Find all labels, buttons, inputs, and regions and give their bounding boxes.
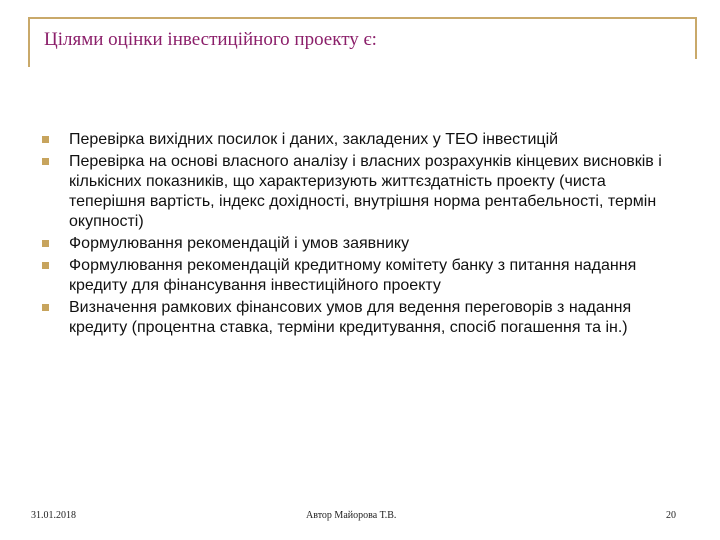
bullet-item-2: [42, 152, 682, 232]
bullet-text: Формулювання рекомендацій кредитному комітету банку з питання надання кредиту для фінансування інвестиційного проекту: [69, 257, 637, 294]
bullet-text: Перевірка на основі власного аналізу і власних розрахунків кінцевих висновків і кількісних показників, що характеризують життєздатність проекту (чиста теперішня вартість, індекс дохідності, внутрішня норма рентабельності, термін окупності): [69, 153, 662, 230]
slide-title: Цілями оцінки інвестиційного проекту є:: [44, 29, 377, 50]
bullet-text: Визначення рамкових фінансових умов для ведення переговорів з надання кредиту (процентна ставка, терміни кредитування, спосіб погашення та ін.): [69, 299, 632, 336]
title-frame-right-line: [695, 17, 697, 59]
bullet-text: Формулювання рекомендацій і умов заявнику: [69, 235, 410, 252]
bullet-item-1: [42, 130, 682, 150]
bullet-text: Перевірка вихідних посилок і даних, закладених у ТЕО інвестицій: [69, 131, 559, 148]
bullet-item-4: [42, 256, 682, 296]
bullet-list: [42, 130, 682, 340]
footer-page-number: 20: [666, 510, 676, 521]
square-bullet-icon: [42, 158, 49, 165]
square-bullet-icon: [42, 136, 49, 143]
square-bullet-icon: [42, 262, 49, 269]
title-frame-top-line: [28, 17, 697, 19]
bullet-item-3: [42, 234, 682, 254]
footer-date: 31.01.2018: [31, 510, 76, 521]
square-bullet-icon: [42, 240, 49, 247]
title-frame-left-line: [28, 17, 30, 67]
bullet-item-5: [42, 298, 682, 338]
footer-author: Автор Майорова Т.В.: [306, 510, 397, 521]
square-bullet-icon: [42, 304, 49, 311]
